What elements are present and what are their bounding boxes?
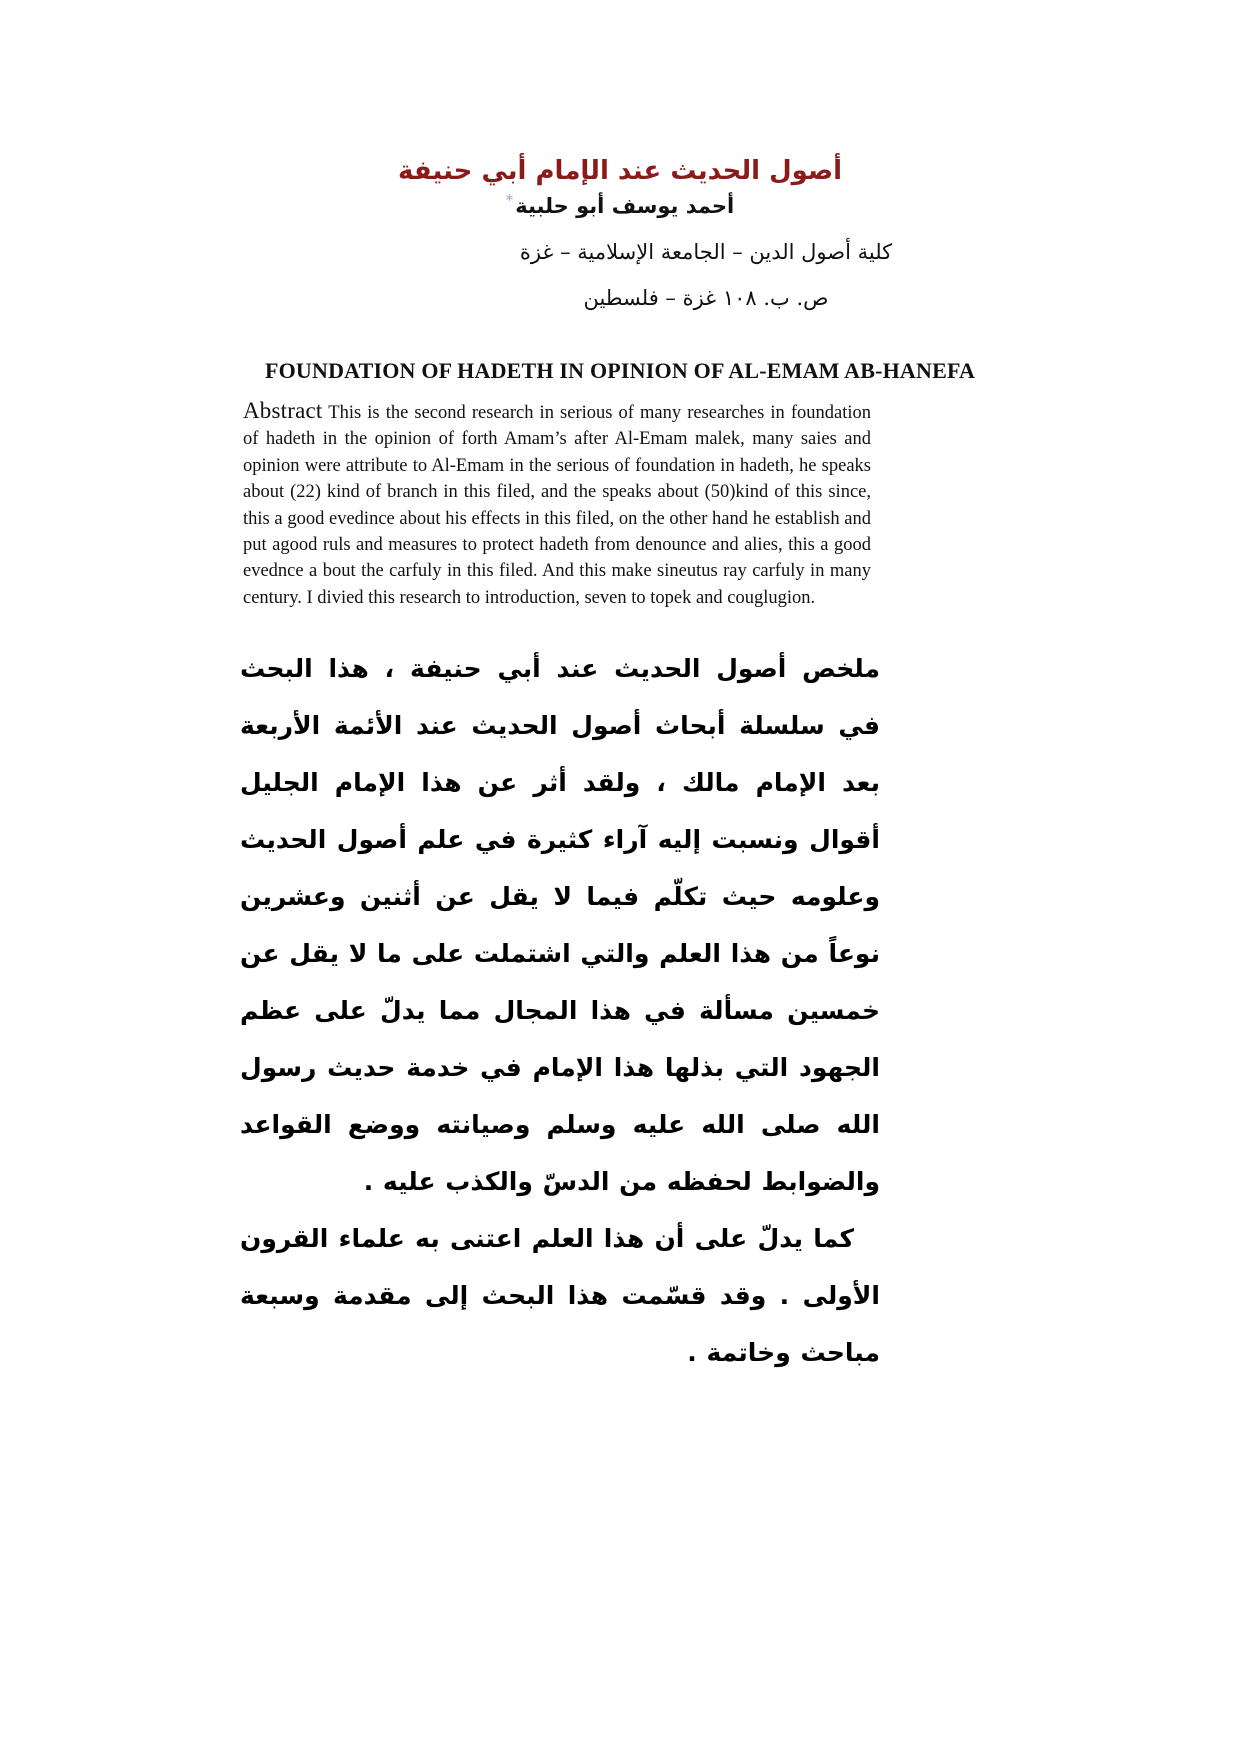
abstract-label: Abstract	[243, 398, 323, 423]
abstract-body: This is the second research in serious of many researches in foundation of hadeth in the opinion of forth Amam’s after Al-Emam malek, many saies and opinion were attribute to Al-Emam in the serious of foundation in hadeth, he speaks about (22) kind of branch in this filed, and the speaks about (50)kind of this since, this a good evedince about his effects in this filed, on the other hand he establish and put agood ruls and measures to protect hadeth from denounce and alies, this a good evednce a bout the carfuly in this filed. And this make sineutus ray carfuly in many century. I divied this research to introduction, seven to topek and couglugion.	[243, 403, 871, 608]
page-title-arabic: أصول الحديث عند الإمام أبي حنيفة	[397, 156, 843, 187]
page-title-english: FOUNDATION OF HADETH IN OPINION OF AL-EMAM AB-HANEFA	[264, 358, 976, 384]
affiliation-line-faculty: كلية أصول الدين – الجامعة الإسلامية – غزة	[519, 240, 893, 264]
author-byline	[0, 190, 1240, 220]
arabic-summary-paragraph-2: كما يدلّ على أن هذا العلم اعتنى به علماء القرون الأولى . وقد قسّمت هذا البحث إلى مقدمة وسبعة مباحث وخاتمة .	[240, 1224, 880, 1367]
affiliation-line-address: ص. ب. ١٠٨ غزة – فلسطين	[583, 286, 829, 310]
arabic-summary-paragraph-1: ملخص أصول الحديث عند أبي حنيفة ، هذا البحث في سلسلة أبحاث أصول الحديث عند الأئمة الأربعة بعد الإمام مالك ، ولقد أثر عن هذا الإمام الجليل أقوال ونسبت إليه آراء كثيرة في علم أصول الحديث وعلومه حيث تكلّم فيما لا يقل عن أثنين وعشرين نوعاً من هذا العلم والتي اشتملت على ما لا يقل عن خمسين مسألة في هذا المجال مما يدلّ على عظم الجهود التي بذلها هذا الإمام في خدمة حديث رسول الله صلى الله عليه وسلم وصيانته ووضع القواعد والضوابط لحفظه من الدسّ والكذب عليه .	[240, 654, 880, 1196]
arabic-summary-section	[240, 640, 880, 1381]
author-name: أحمد يوسف أبو حلبية	[515, 194, 735, 218]
footnote-marker-asterisk: *	[505, 191, 514, 209]
abstract-section	[243, 398, 871, 611]
